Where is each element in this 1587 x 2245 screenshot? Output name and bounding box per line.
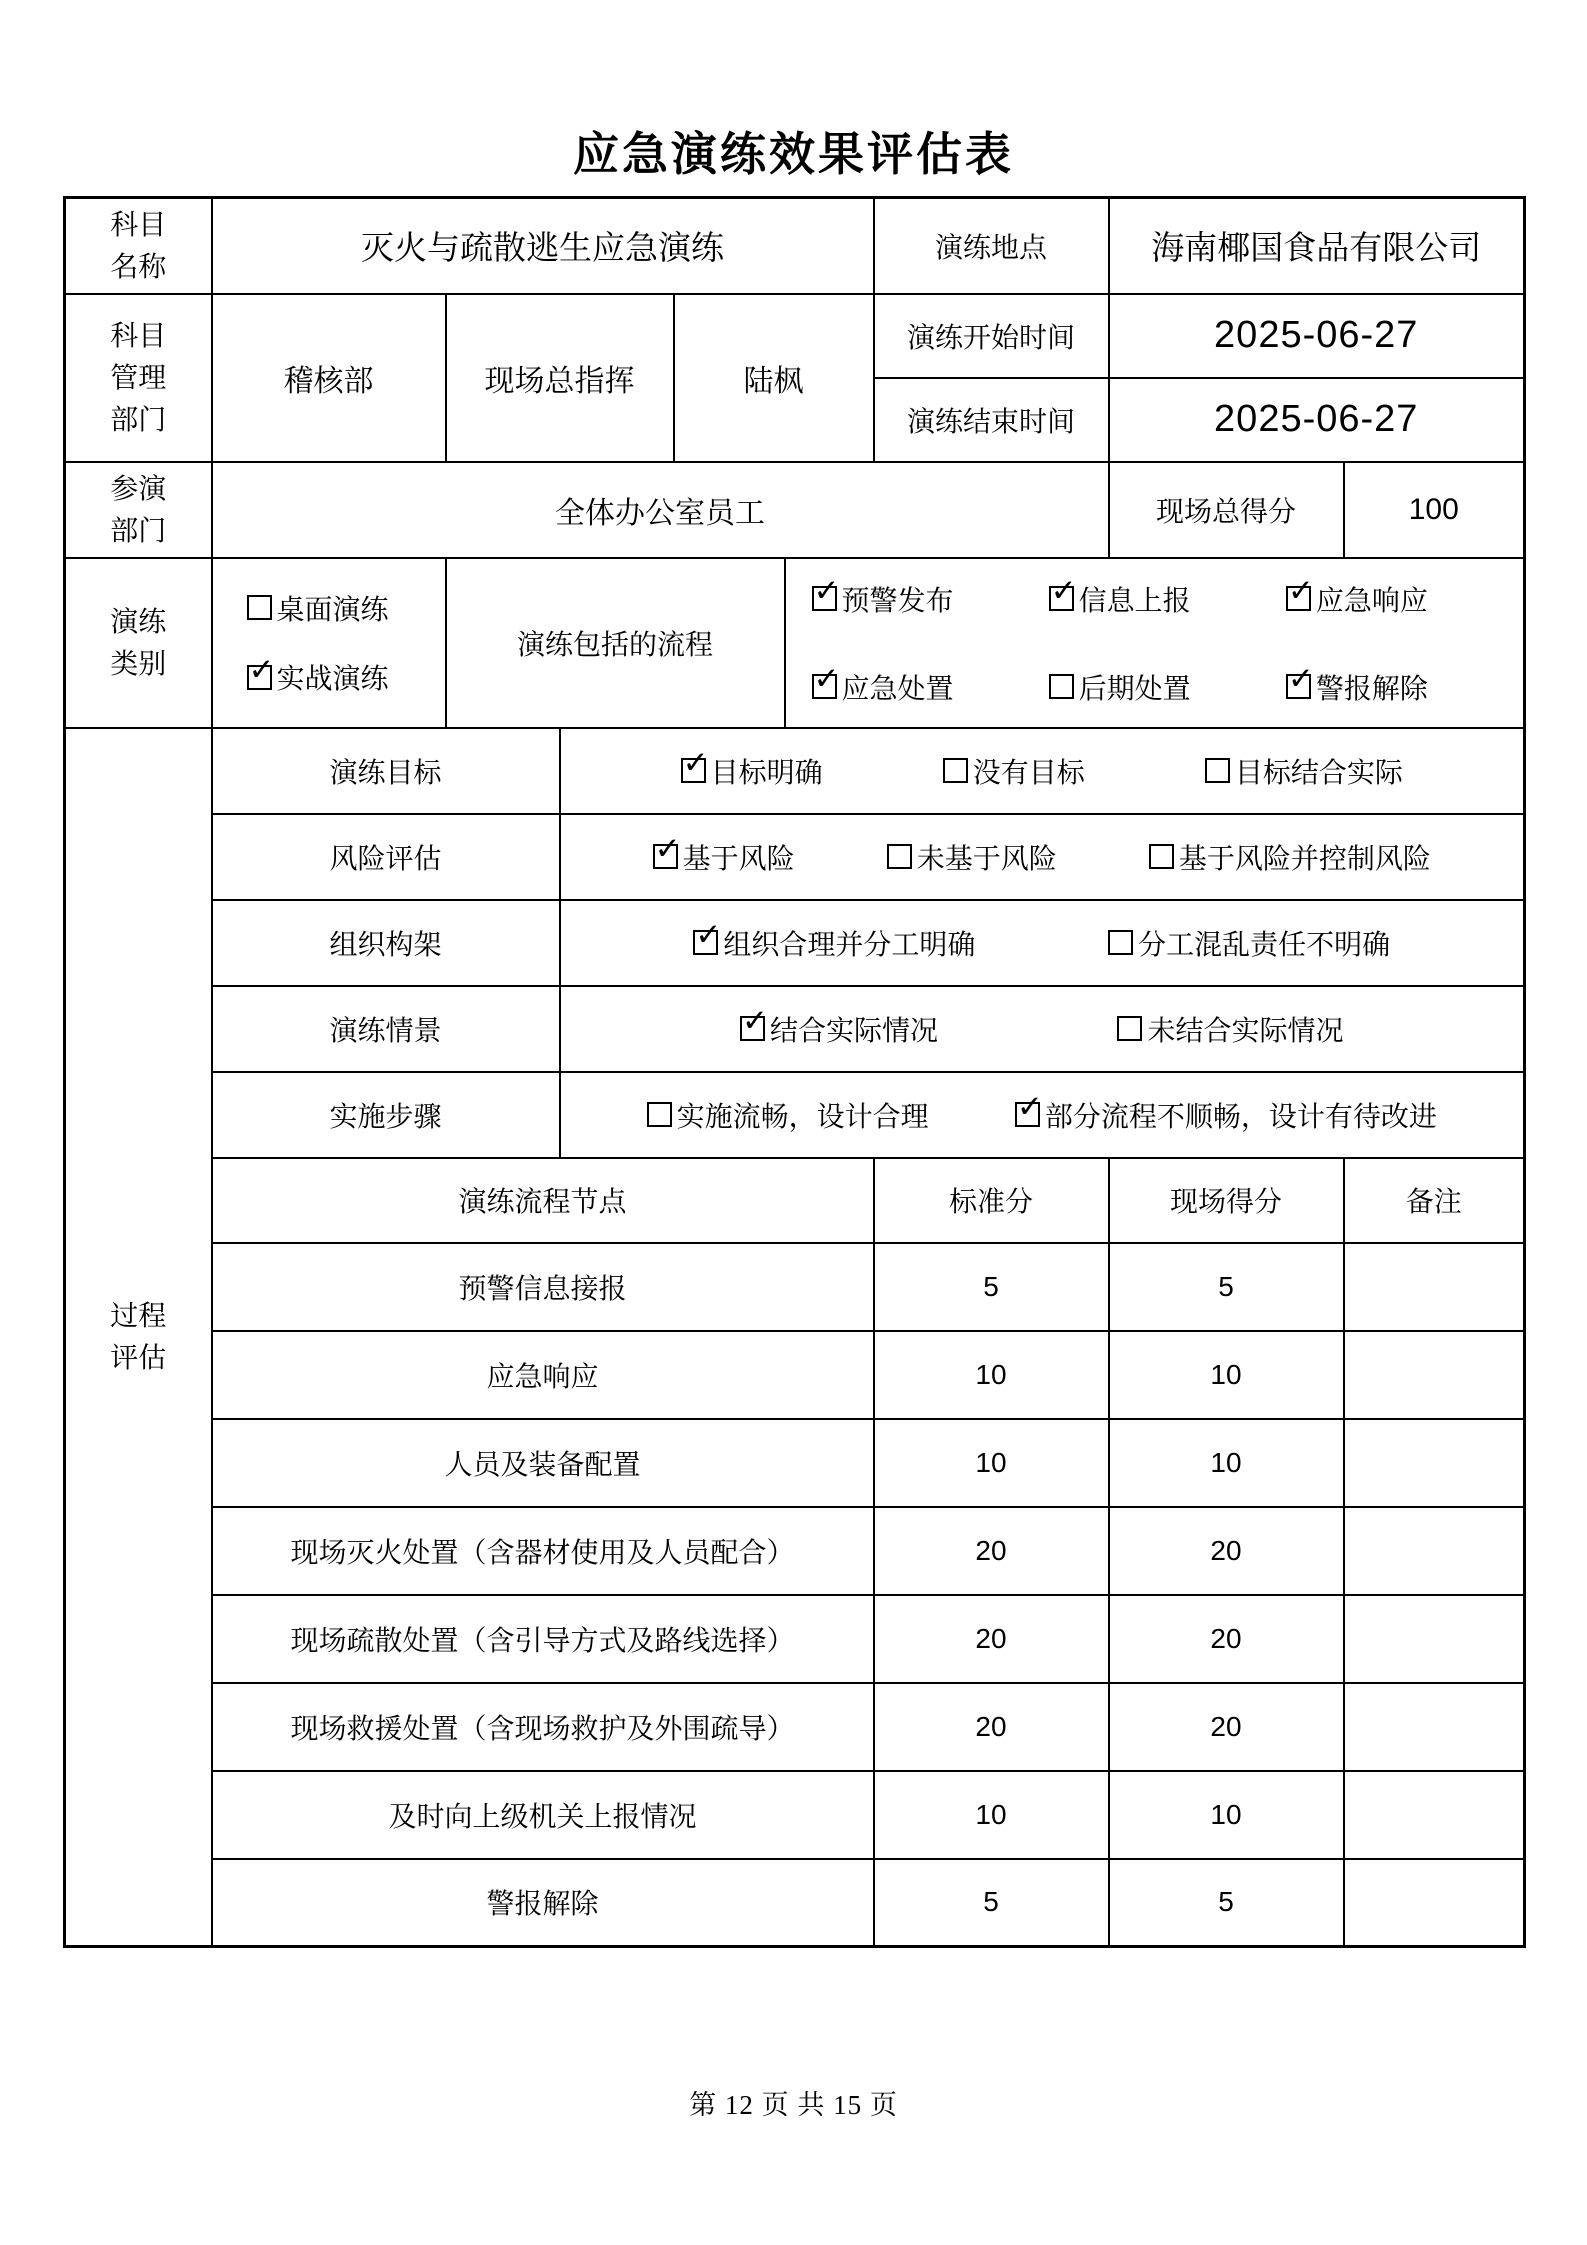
score-row-standard-score: 20 bbox=[874, 1683, 1109, 1771]
checkbox-label: 目标明确 bbox=[710, 756, 823, 788]
checked-checkbox-icon[interactable] bbox=[653, 844, 678, 869]
checkbox-option[interactable] bbox=[1049, 667, 1191, 707]
score-row-actual-score: 5 bbox=[1109, 1859, 1344, 1947]
unchecked-checkbox-icon[interactable] bbox=[943, 758, 968, 783]
score-row-node-name: 预警信息接报 bbox=[212, 1243, 874, 1331]
score-row-node-name: 及时向上级机关上报情况 bbox=[212, 1771, 874, 1859]
score-row-remark bbox=[1344, 1243, 1525, 1331]
page-footer: 第 12 页 共 15 页 bbox=[689, 2090, 898, 2120]
checked-checkbox-icon[interactable] bbox=[1049, 586, 1074, 611]
checked-checkbox-icon[interactable] bbox=[1286, 674, 1311, 699]
dept-value: 稽核部 bbox=[212, 294, 446, 462]
score-row-node-name: 现场救援处置（含现场救护及外围疏导） bbox=[212, 1683, 874, 1771]
checkbox-option[interactable] bbox=[1049, 579, 1191, 619]
checkbox-option[interactable] bbox=[647, 1095, 929, 1135]
score-row-standard-score: 20 bbox=[874, 1507, 1109, 1595]
score-row-actual-score: 10 bbox=[1109, 1419, 1344, 1507]
checked-checkbox-icon[interactable] bbox=[812, 674, 837, 699]
score-row-node-name: 现场灭火处置（含器材使用及人员配合） bbox=[212, 1507, 874, 1595]
checkbox-label: 桌面演练 bbox=[276, 593, 389, 625]
total-score-label: 现场总得分 bbox=[1109, 462, 1344, 558]
score-row-node-name: 应急响应 bbox=[212, 1331, 874, 1419]
assessment-row-label: 演练目标 bbox=[212, 728, 560, 814]
score-row-standard-score: 10 bbox=[874, 1419, 1109, 1507]
assessment-row-label: 演练情景 bbox=[212, 986, 560, 1072]
process-evaluation-label-cell bbox=[65, 728, 212, 1947]
start-time-value: 2025-06-27 bbox=[1109, 294, 1525, 378]
checkbox-label: 后期处置 bbox=[1078, 672, 1191, 704]
checkbox-option[interactable] bbox=[693, 923, 975, 963]
drill-type-options-cell bbox=[212, 558, 446, 728]
start-time-label: 演练开始时间 bbox=[874, 294, 1109, 378]
unchecked-checkbox-icon[interactable] bbox=[1049, 674, 1074, 699]
checkbox-label: 信息上报 bbox=[1078, 584, 1191, 616]
total-score-value: 100 bbox=[1344, 462, 1525, 558]
score-row-remark bbox=[1344, 1331, 1525, 1419]
unchecked-checkbox-icon[interactable] bbox=[1149, 844, 1174, 869]
score-row-actual-score: 20 bbox=[1109, 1683, 1344, 1771]
checkbox-option[interactable] bbox=[247, 657, 389, 697]
evaluation-table bbox=[63, 196, 1526, 1948]
unchecked-checkbox-icon[interactable] bbox=[887, 844, 912, 869]
checkbox-label: 警报解除 bbox=[1315, 672, 1428, 704]
checkbox-option[interactable] bbox=[1205, 751, 1403, 791]
checkbox-option[interactable] bbox=[740, 1009, 938, 1049]
score-row-standard-score: 20 bbox=[874, 1595, 1109, 1683]
score-row-node-name: 现场疏散处置（含引导方式及路线选择） bbox=[212, 1595, 874, 1683]
score-row-remark bbox=[1344, 1419, 1525, 1507]
checkbox-option[interactable] bbox=[247, 588, 389, 628]
unchecked-checkbox-icon[interactable] bbox=[647, 1102, 672, 1127]
score-row-remark bbox=[1344, 1859, 1525, 1947]
score-row-standard-score: 10 bbox=[874, 1771, 1109, 1859]
score-row-node-name: 警报解除 bbox=[212, 1859, 874, 1947]
score-row-remark bbox=[1344, 1595, 1525, 1683]
score-row-standard-score: 5 bbox=[874, 1859, 1109, 1947]
checkbox-label: 组织合理并分工明确 bbox=[723, 928, 976, 960]
score-row-actual-score: 10 bbox=[1109, 1771, 1344, 1859]
assessment-row-label: 风险评估 bbox=[212, 814, 560, 900]
flow-options-cell bbox=[785, 558, 1525, 728]
checkbox-option[interactable] bbox=[653, 837, 795, 877]
participants-value: 全体办公室员工 bbox=[212, 462, 1109, 558]
checkbox-label: 预警发布 bbox=[841, 584, 954, 616]
checked-checkbox-icon[interactable] bbox=[693, 930, 718, 955]
checked-checkbox-icon[interactable] bbox=[740, 1016, 765, 1041]
drill-type-label: 演练类别 bbox=[110, 605, 167, 679]
participants-label: 参演部门 bbox=[110, 472, 167, 546]
checkbox-option[interactable] bbox=[1286, 667, 1428, 707]
participants-label-cell bbox=[65, 462, 212, 558]
score-table-header: 标准分 bbox=[874, 1158, 1109, 1243]
checked-checkbox-icon[interactable] bbox=[247, 665, 272, 690]
score-table-header: 备注 bbox=[1344, 1158, 1525, 1243]
checkbox-option[interactable] bbox=[1015, 1095, 1437, 1135]
checkbox-option[interactable] bbox=[943, 751, 1085, 791]
dept-label: 科目管理部门 bbox=[110, 319, 167, 435]
unchecked-checkbox-icon[interactable] bbox=[247, 595, 272, 620]
unchecked-checkbox-icon[interactable] bbox=[1205, 758, 1230, 783]
score-row-remark bbox=[1344, 1507, 1525, 1595]
assessment-row-label: 组织构架 bbox=[212, 900, 560, 986]
checkbox-label: 部分流程不顺畅，设计有待改进 bbox=[1044, 1100, 1437, 1132]
score-table-header: 现场得分 bbox=[1109, 1158, 1344, 1243]
checked-checkbox-icon[interactable] bbox=[681, 758, 706, 783]
end-time-value: 2025-06-27 bbox=[1109, 378, 1525, 462]
checkbox-option[interactable] bbox=[1286, 579, 1428, 619]
checkbox-label: 应急处置 bbox=[841, 672, 954, 704]
checkbox-option[interactable] bbox=[1149, 837, 1431, 877]
score-row-actual-score: 5 bbox=[1109, 1243, 1344, 1331]
score-row-node-name: 人员及装备配置 bbox=[212, 1419, 874, 1507]
assessment-row-options bbox=[560, 1072, 1525, 1158]
checkbox-option[interactable] bbox=[812, 579, 954, 619]
score-row-standard-score: 10 bbox=[874, 1331, 1109, 1419]
assessment-row-label: 实施步骤 bbox=[212, 1072, 560, 1158]
checkbox-option[interactable] bbox=[1108, 923, 1390, 963]
checkbox-option[interactable] bbox=[681, 751, 823, 791]
checkbox-label: 分工混乱责任不明确 bbox=[1138, 928, 1391, 960]
checkbox-option[interactable] bbox=[887, 837, 1057, 877]
score-row-standard-score: 5 bbox=[874, 1243, 1109, 1331]
checked-checkbox-icon[interactable] bbox=[1286, 586, 1311, 611]
unchecked-checkbox-icon[interactable] bbox=[1117, 1016, 1142, 1041]
checkbox-label: 应急响应 bbox=[1315, 584, 1428, 616]
assessment-row-options bbox=[560, 900, 1525, 986]
checked-checkbox-icon[interactable] bbox=[812, 586, 837, 611]
checkbox-label: 没有目标 bbox=[972, 756, 1085, 788]
checked-checkbox-icon[interactable] bbox=[1015, 1102, 1040, 1127]
subject-name-label: 科目名称 bbox=[110, 208, 167, 282]
commander-label: 现场总指挥 bbox=[446, 294, 674, 462]
checkbox-label: 实施流畅，设计合理 bbox=[676, 1100, 929, 1132]
score-row-remark bbox=[1344, 1771, 1525, 1859]
checkbox-label: 未结合实际情况 bbox=[1147, 1014, 1344, 1046]
checkbox-label: 未基于风险 bbox=[916, 842, 1057, 874]
assessment-row-options bbox=[560, 814, 1525, 900]
flow-label: 演练包括的流程 bbox=[446, 558, 785, 728]
unchecked-checkbox-icon[interactable] bbox=[1108, 930, 1133, 955]
subject-name-label-cell bbox=[65, 198, 212, 294]
commander-value: 陆枫 bbox=[674, 294, 874, 462]
checkbox-label: 目标结合实际 bbox=[1234, 756, 1403, 788]
location-label: 演练地点 bbox=[874, 198, 1109, 294]
drill-type-label-cell bbox=[65, 558, 212, 728]
assessment-row-options bbox=[560, 986, 1525, 1072]
dept-label-cell bbox=[65, 294, 212, 462]
checkbox-option[interactable] bbox=[812, 667, 954, 707]
score-row-actual-score: 20 bbox=[1109, 1507, 1344, 1595]
checkbox-label: 结合实际情况 bbox=[769, 1014, 938, 1046]
end-time-label: 演练结束时间 bbox=[874, 378, 1109, 462]
checkbox-option[interactable] bbox=[1117, 1009, 1343, 1049]
subject-name-value: 灭火与疏散逃生应急演练 bbox=[212, 198, 874, 294]
score-row-remark bbox=[1344, 1683, 1525, 1771]
score-row-actual-score: 20 bbox=[1109, 1595, 1344, 1683]
process-evaluation-label: 过程评估 bbox=[110, 1299, 167, 1373]
page-title: 应急演练效果评估表 bbox=[573, 128, 1014, 180]
score-table-header: 演练流程节点 bbox=[212, 1158, 874, 1243]
checkbox-label: 基于风险并控制风险 bbox=[1178, 842, 1431, 874]
checkbox-label: 实战演练 bbox=[276, 663, 389, 695]
assessment-row-options bbox=[560, 728, 1525, 814]
checkbox-label: 基于风险 bbox=[682, 842, 795, 874]
score-row-actual-score: 10 bbox=[1109, 1331, 1344, 1419]
location-value: 海南椰国食品有限公司 bbox=[1109, 198, 1525, 294]
